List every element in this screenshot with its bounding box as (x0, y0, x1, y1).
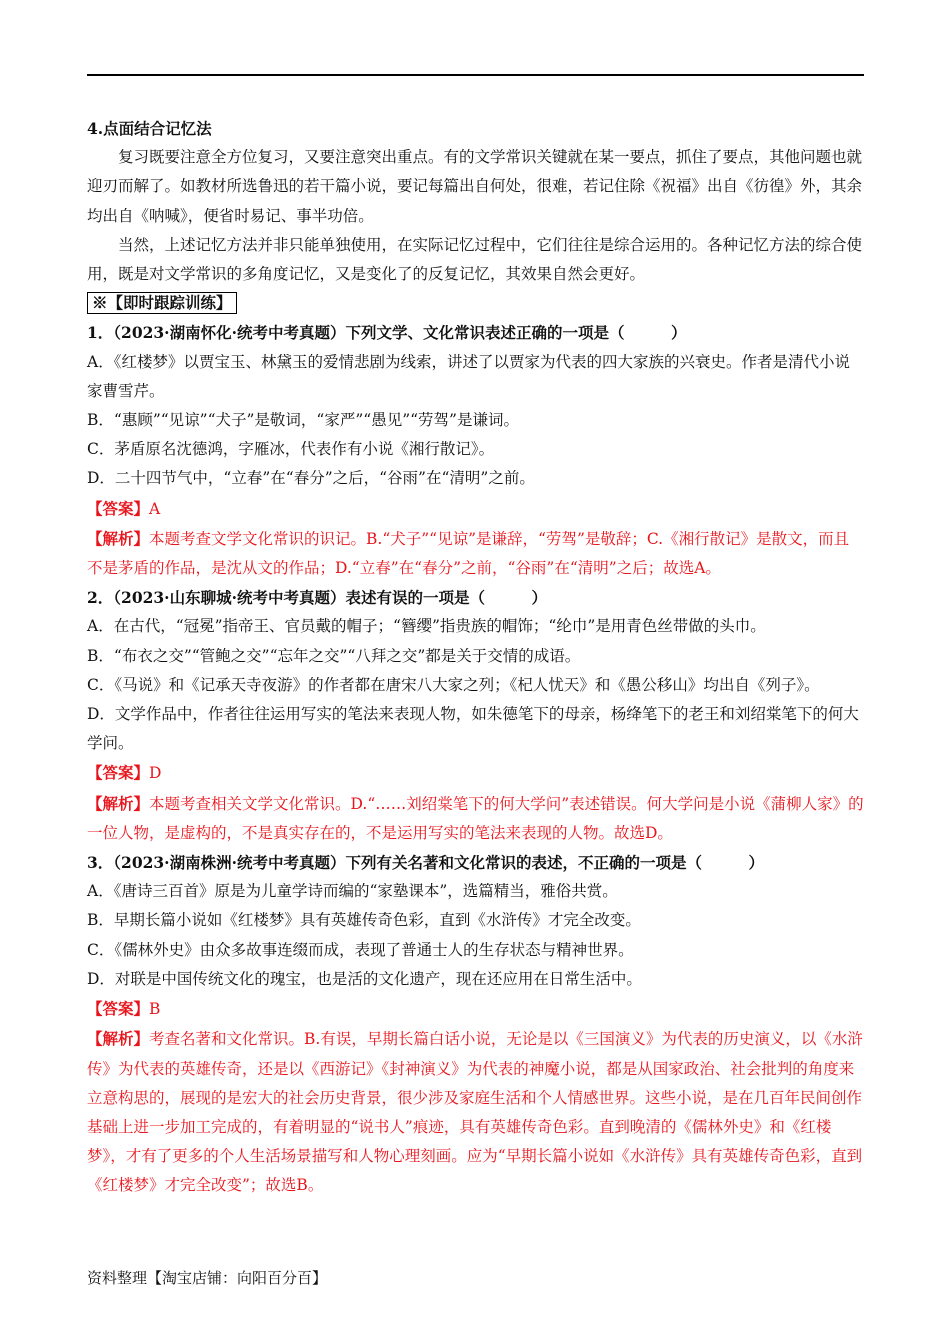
option-b: B．早期长篇小说如《红楼梦》具有英雄传奇色彩，直到《水浒传》才完全改变。 (87, 911, 641, 930)
option-b: B．“惠顾”“见谅”“犬子”是敬词，“家严”“愚见”“劳驾”是谦词。 (87, 411, 519, 430)
analysis-line (87, 524, 864, 583)
option-d: D．二十四节气中，“立春”在“春分”之后，“谷雨”在“清明”之前。 (87, 469, 535, 488)
option-b: B．“布衣之交”“管鲍之交”“忘年之交”“八拜之交”都是关于交情的成语。 (87, 646, 581, 665)
answer-tag: 【答案】 (87, 999, 150, 1019)
option-d: D．对联是中国传统文化的瑰宝，也是活的文化遗产，现在还应用在日常生活中。 (87, 969, 642, 988)
answer-value: B (149, 1000, 161, 1019)
option-c: C．《儒林外史》由众多故事连缀而成，表现了普通士人的生存状态与精神世界。 (87, 940, 634, 959)
analysis-line (87, 789, 864, 848)
analysis-text: 考查名著和文化常识。B.有误，早期长篇白话小说，无论是以《三国演义》为代表的历史演义，以《水浒传》为代表的英雄传奇，还是以《西游记》《封神演义》为代表的神魔小说，都是从国家政治、社会批判的角度来立意构思的，展现的是宏大的社会历史背景，很少涉及家庭生活和个人情感世界。这些小说，是在几百年民间创作基础上进一步加工完成的，有着明显的“说书人”痕迹，具有英雄传奇色彩。直到晚清的《儒林外史》和《红楼梦》，才有了更多的个人生活场景描写和人物心理刻画。应为“早期长篇小说如《水浒传》具有英雄传奇色彩，直到《红楼梦》才完全改变”；故选B。 (87, 1030, 863, 1195)
analysis-line (87, 1024, 864, 1200)
question-stem: 3．（2023·湖南株洲·统考中考真题）下列有关名著和文化常识的表述，不正确的一项是（ ） (87, 853, 764, 873)
question-stem: 1．（2023·湖南怀化·统考中考真题）下列文学、文化常识表述正确的一项是（ ） (87, 323, 687, 343)
header-rule (87, 74, 864, 76)
section-paragraph-2: 当然，上述记忆方法并非只能单独使用，在实际记忆过程中，它们往往是综合运用的。各种记忆方法的综合使用，既是对文学常识的多角度记忆，又是变化了的反复记忆，其效果自然会更好。 (87, 235, 863, 284)
question-3 (87, 848, 864, 1200)
option-a: A．《唐诗三百首》原是为儿童学诗而编的“家塾课本”，选篇精当，雅俗共赏。 (87, 882, 618, 901)
question-stem: 2．（2023·山东聊城·统考中考真题）表述有误的一项是（ ） (87, 588, 547, 608)
option-d: D．文学作品中，作者往往运用写实的笔法来表现人物，如朱德笔下的母亲，杨绛笔下的老王和刘绍棠笔下的何大学问。 (87, 705, 859, 753)
answer-tag: 【答案】 (87, 498, 150, 518)
section-heading: 4.点面结合记忆法 (87, 119, 212, 138)
answer-value: D (149, 764, 162, 783)
option-c: C．《马说》和《记承天寺夜游》的作者都在唐宋八大家之列；《杞人忧天》和《愚公移山》均出自《列子》。 (87, 675, 820, 694)
question-2 (87, 583, 864, 848)
analysis-text: 本题考查相关文学文化常识。D.“……刘绍棠笔下的何大学问”表述错误。何大学问是小说《蒲柳人家》的一位人物，是虚构的，不是真实存在的，不是运用写实的笔法来表现的人物。故选D。 (87, 794, 864, 842)
page-footer: 资料整理【淘宝店铺：向阳百分百】 (87, 1269, 328, 1287)
section-paragraph-1: 复习既要注意全方位复习，又要注意突出重点。有的文学常识关键就在某一要点，抓住了要点，其他问题也就迎刃而解了。如教材所选鲁迅的若干篇小说，要记每篇出自何处，很难，若记住除《祝福》出自《彷徨》外，其余均出自《呐喊》，便省时易记、事半功倍。 (87, 148, 863, 225)
answer-line (87, 994, 864, 1024)
option-c: C．茅盾原名沈德鸿，字雁冰，代表作有小说《湘行散记》。 (87, 440, 495, 459)
option-a: A．《红楼梦》以贾宝玉、林黛玉的爱情悲剧为线索，讲述了以贾家为代表的四大家族的兴衰史。作者是清代小说家曹雪芹。 (87, 352, 850, 400)
analysis-tag: 【解析】 (87, 1029, 150, 1049)
answer-tag: 【答案】 (87, 763, 150, 783)
option-a: A．在古代，“冠冕”指帝王、官员戴的帽子；“簪缨”指贵族的帽饰；“纶巾”是用青色丝带做的头巾。 (87, 617, 766, 636)
practice-label-row (87, 289, 864, 318)
page-content (87, 114, 864, 1201)
answer-line (87, 494, 864, 524)
analysis-tag: 【解析】 (87, 528, 150, 548)
answer-line (87, 758, 864, 788)
answer-value: A (149, 499, 161, 518)
analysis-tag: 【解析】 (87, 793, 150, 813)
question-1 (87, 318, 864, 583)
analysis-text: 本题考查文学文化常识的识记。B.“犬子”“见谅”是谦辞，“劳驾”是敬辞；C.《湘行散记》是散文，而且不是茅盾的作品，是沈从文的作品；D.“立春”在“春分”之前，“谷雨”在“清明”之后；故选A。 (87, 529, 850, 578)
practice-label: ※【即时跟踪训练】 (87, 292, 237, 314)
